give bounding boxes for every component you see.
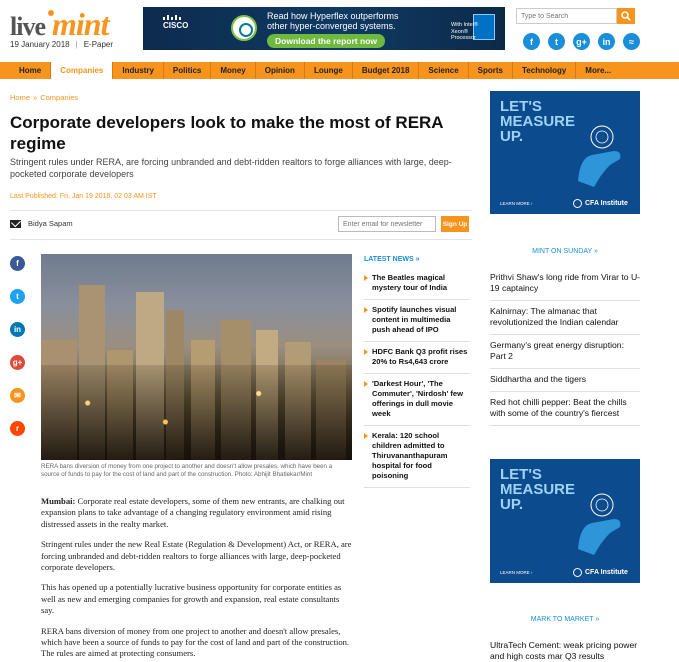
cfa-globe-icon <box>573 568 582 577</box>
intel-caption: With Intel® Xeon® Processor <box>451 22 478 41</box>
main-navigation <box>0 62 679 79</box>
cisco-wordmark: CISCO <box>163 21 189 30</box>
breadcrumb <box>10 93 78 102</box>
google-plus-share-icon[interactable]: g+ <box>10 355 25 370</box>
latest-news-item[interactable] <box>364 374 470 426</box>
email-author-icon[interactable] <box>10 220 21 228</box>
breadcrumb-section[interactable]: Companies <box>40 93 79 102</box>
nav-item-technology[interactable]: Technology <box>513 62 576 79</box>
latest-news-headline: Kerala: 120 school children admitted to Thiruvananthapuram hospital for food poisoning <box>372 431 448 480</box>
ad-line-3: UP. <box>500 128 524 145</box>
article-paragraph: This has opened up a potentially lucrative business opportunity for corporate entities as well as new and emerging companies for growth and expansion, real estate consultants say. <box>41 582 342 616</box>
reddit-share-icon[interactable]: r <box>10 421 25 436</box>
ad-line-3: UP. <box>500 496 524 513</box>
ad-line-1: LET'S <box>500 466 542 483</box>
epaper-link[interactable]: E-Paper <box>83 40 114 49</box>
mark-to-market-heading[interactable]: MARK TO MARKET » <box>530 616 600 623</box>
twitter-icon[interactable]: t <box>548 33 565 50</box>
mint-on-sunday-list <box>490 266 640 426</box>
article-paragraph: RERA bans diversion of money from one project to another and doesn't allow presales, which have been a source of funds to pay for the cost of land and part of the construction. The rules are aimed at protecting consumers. <box>41 625 350 659</box>
ad-line-1: LET'S <box>500 98 542 115</box>
nav-item-budget-2018[interactable]: Budget 2018 <box>353 62 420 79</box>
linkedin-share-icon[interactable]: in <box>10 322 25 337</box>
hand-globe-icon <box>570 121 630 191</box>
divider <box>10 239 472 240</box>
cisco-logo-bars <box>163 15 181 20</box>
latest-news-headline: Spotify launches visual content in multimedia push ahead of IPO <box>372 305 457 334</box>
nav-item-politics[interactable]: Politics <box>164 62 211 79</box>
ad-learn-more-link[interactable]: LEARN MORE › <box>500 570 533 575</box>
nav-item-lounge[interactable]: Lounge <box>305 62 353 79</box>
cfa-ad-top[interactable] <box>490 91 640 214</box>
hand-globe-icon <box>570 489 630 559</box>
social-links <box>523 33 640 50</box>
paragraph-text: Corporate real estate developers, some of them new entrants, are chalking out expansion plans to take advantage of a changing regulatory environment amid rising distressed assets in the realty market. <box>41 496 345 529</box>
published-timestamp: Last Published: Fri, Jan 19 2018. 02 03 AM IST <box>10 193 157 200</box>
arrow-bullet-icon <box>364 381 368 387</box>
dateline <box>10 40 113 49</box>
share-bar <box>10 256 25 436</box>
facebook-share-icon[interactable]: f <box>10 256 25 271</box>
article-title: Corporate developers look to make the most of RERA regime <box>10 113 443 153</box>
google-plus-icon[interactable]: g+ <box>573 33 590 50</box>
latest-news-list <box>364 268 470 488</box>
article-paragraph: Stringent rules under the new Real Estate (Regulation & Development) Act, or RERA, are forcing unbranded and debt-ridden realtors to forge alliances with large, deep-pocketed corporate developers. <box>41 539 352 573</box>
breadcrumb-home[interactable]: Home <box>10 93 31 102</box>
mark-to-market-item[interactable]: UltraTech Cement: weak pricing power and high costs mar Q3 results <box>490 640 638 661</box>
article-paragraph <box>41 496 354 530</box>
nav-item-opinion[interactable]: Opinion <box>256 62 305 79</box>
arrow-bullet-icon <box>364 275 368 281</box>
dateline-separator: | <box>75 40 78 49</box>
search-input[interactable] <box>516 8 617 24</box>
search-button[interactable] <box>617 8 635 24</box>
author-byline <box>10 219 73 228</box>
current-date: 19 January 2018 <box>10 40 70 49</box>
nav-item-industry[interactable]: Industry <box>113 62 164 79</box>
nav-item-more[interactable]: More... <box>585 66 612 75</box>
divider <box>10 210 472 211</box>
cfa-globe-icon <box>573 199 582 208</box>
arrow-bullet-icon <box>364 349 368 355</box>
arrow-bullet-icon <box>364 307 368 313</box>
banner-line-2: other hyper-converged systems. <box>267 21 396 31</box>
linkedin-icon[interactable]: in <box>598 33 615 50</box>
livemint-logo[interactable] <box>10 6 120 40</box>
latest-news-item[interactable] <box>364 342 470 374</box>
cisco-banner-ad[interactable] <box>143 7 505 50</box>
latest-news-item[interactable] <box>364 300 470 342</box>
facebook-icon[interactable]: f <box>523 33 540 50</box>
logo-mint-text: mint <box>52 6 109 42</box>
latest-news-heading[interactable]: LATEST NEWS » <box>364 256 420 263</box>
latest-news-item[interactable] <box>364 268 470 300</box>
article-body <box>41 496 354 662</box>
search-box <box>516 8 635 24</box>
banner-line-1: Read how Hyperflex outperforms <box>267 11 399 21</box>
cfa-logo <box>573 568 628 577</box>
ad-learn-more-link[interactable]: LEARN MORE › <box>500 201 533 206</box>
nav-item-money[interactable]: Money <box>211 62 255 79</box>
latest-news-headline: 'Darkest Hour', 'The Commuter', 'Nirdosh' few offerings in dull movie week <box>372 379 464 418</box>
search-icon <box>621 11 631 21</box>
latest-news-headline: The Beatles magical mystery tour of India <box>372 273 448 292</box>
cfa-logo <box>573 199 628 208</box>
ad-headline <box>500 467 575 512</box>
author-name[interactable]: Bidya Sapam <box>28 219 73 228</box>
ad-line-2: MEASURE <box>500 113 576 130</box>
hyperflex-badge-icon <box>231 15 257 41</box>
arrow-bullet-icon <box>364 433 368 439</box>
cfa-ad-bottom[interactable] <box>490 459 640 583</box>
article-photo <box>41 254 352 460</box>
rss-icon[interactable]: ≈ <box>623 33 640 50</box>
twitter-share-icon[interactable]: t <box>10 289 25 304</box>
newsletter-signup-button[interactable]: Sign Up <box>441 216 469 232</box>
banner-headline <box>267 11 447 31</box>
article-dateline: Mumbai: <box>41 496 76 506</box>
nav-item-sports[interactable]: Sports <box>469 62 513 79</box>
cfa-brand: CFA Institute <box>585 200 628 207</box>
ad-headline <box>500 99 575 144</box>
latest-news-headline: HDFC Bank Q3 profit rises 20% to Rs4,643 crore <box>372 347 468 366</box>
mint-on-sunday-item[interactable]: Prithvi Shaw's long ride from Virar to U-19 captaincy <box>490 266 640 301</box>
latest-news-item[interactable] <box>364 426 470 488</box>
cfa-brand: CFA Institute <box>585 569 628 576</box>
mint-on-sunday-heading[interactable]: MINT ON SUNDAY » <box>532 248 598 255</box>
download-report-button[interactable]: Download the report now <box>267 34 385 48</box>
nav-item-companies[interactable]: Companies <box>51 62 113 79</box>
newsletter-email-input[interactable] <box>338 216 436 232</box>
mint-on-sunday-item[interactable]: Kalnirnay: The almanac that revolutionized the Indian calendar <box>490 301 640 335</box>
article-standfirst: Stringent rules under RERA, are forcing unbranded and debt-ridden realtors to forge alliances with large, deep-pocketed corporate developers <box>10 157 452 179</box>
nav-item-science[interactable]: Science <box>419 62 468 79</box>
email-share-icon[interactable]: ✉ <box>10 388 25 403</box>
breadcrumb-separator: » <box>33 93 38 102</box>
mint-on-sunday-item[interactable]: Germany's great energy disruption: Part 2 <box>490 335 640 369</box>
photo-caption: RERA bans diversion of money from one project to another and doesn't allow presales, which have been a source of funds to pay for the cost of land and part of the construction. Photo: Abhijit Bhatlekar/Mint <box>41 463 333 478</box>
mint-on-sunday-item[interactable]: Siddhartha and the tigers <box>490 369 640 392</box>
nav-item-home[interactable]: Home <box>10 62 51 79</box>
logo-live-text: live <box>10 12 45 41</box>
ad-line-2: MEASURE <box>500 481 576 498</box>
mint-on-sunday-item[interactable]: Red hot chilli pepper: Beat the chills with some of the country's fiercest <box>490 392 640 426</box>
